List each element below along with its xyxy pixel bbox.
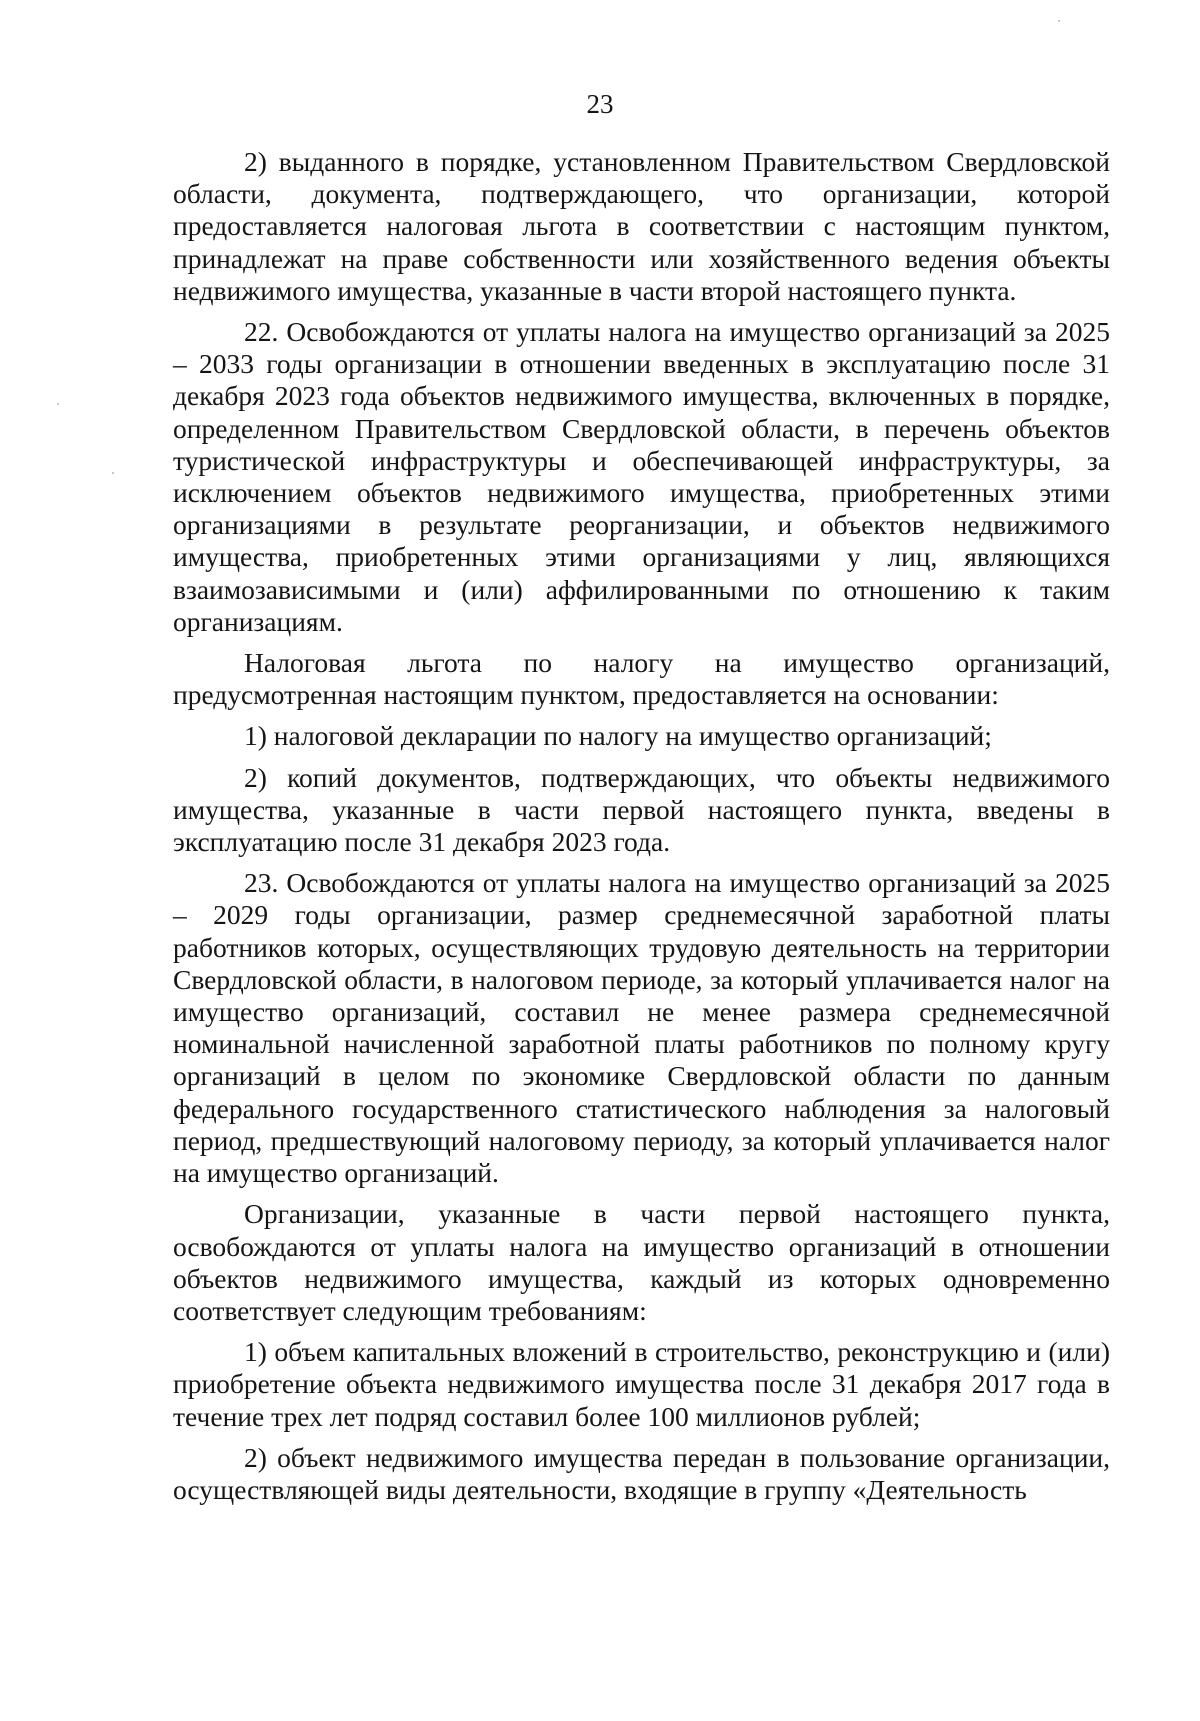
paragraph-clause-2-copies: 2) копий документов, подтверждающих, что объекты недвижимого имущества, указанные в части первой настоящего пункта, введены в эксплуатацию после 31 декабря 2023 года.	[173, 761, 1110, 858]
paragraph-item-22: 22. Освобождаются от уплаты налога на имущество организаций за 2025 – 2033 годы организации в отношении введенных в эксплуатацию после 31 декабря 2023 года объектов недвижимого имущества, включенных в порядке, определенном Правительством Свердловской области, в перечень объектов туристической инфраструктуры и обеспечивающей инфраструктуры, за исключением объектов недвижимого имущества, приобретенных этими организациями в результате реорганизации, и объектов недвижимого имущества, приобретенных этими организациями у лиц, являющихся взаимозависимыми и (или) аффилированными по отношению к таким организациям.	[173, 316, 1110, 637]
scan-speck	[57, 403, 59, 405]
document-body	[173, 146, 1110, 1515]
paragraph-item-23: 23. Освобождаются от уплаты налога на имущество организаций за 2025 – 2029 годы организации, размер среднемесячной заработной платы работников которых, осуществляющих трудовую деятельность на территории Свердловской области, в налоговом периоде, за который уплачивается налог на имущество организаций, составил не менее размера среднемесячной номинальной начисленной заработной платы работников по полному кругу организаций в целом по экономике Свердловской области по данным федерального государственного статистического наблюдения за налоговый период, предшествующий налоговому периоду, за который уплачивается налог на имущество организаций.	[173, 867, 1110, 1189]
paragraph-clause-1-declaration: 1) налоговой декларации по налогу на имущество организаций;	[244, 720, 992, 752]
paragraph-clause-2-document: 2) выданного в порядке, установленном Правительством Свердловской области, документа, подтверждающего, что организации, которой предоставляется налоговая льгота в соответствии с настоящим пунктом, принадлежат на праве собственности или хозяйственного ведения объекты недвижимого имущества, указанные в части второй настоящего пункта.	[173, 146, 1110, 306]
paragraph-clause-2-property-use: 2) объект недвижимого имущества передан в пользование организации, осуществляющей виды деятельности, входящие в группу «Деятельность	[173, 1441, 1110, 1505]
paragraph-clause-1-capital-investment: 1) объем капитальных вложений в строительство, реконструкцию и (или) приобретение объекта недвижимого имущества после 31 декабря 2017 года в течение трех лет подряд составил более 100 миллионов рублей;	[173, 1336, 1110, 1432]
scan-speck	[1058, 20, 1060, 22]
paragraph-tax-benefit-basis: Налоговая льгота по налогу на имущество организаций, предусмотренная настоящим пунктом, предоставляется на основании:	[173, 647, 1110, 711]
scan-speck	[112, 472, 114, 474]
paragraph-organizations-requirements: Организации, указанные в части первой настоящего пункта, освобождаются от уплаты налога на имущество организаций в отношении объектов недвижимого имущества, каждый из которых одновременно соответствует следующим требованиям:	[173, 1198, 1110, 1326]
page-number: 23	[586, 89, 614, 119]
